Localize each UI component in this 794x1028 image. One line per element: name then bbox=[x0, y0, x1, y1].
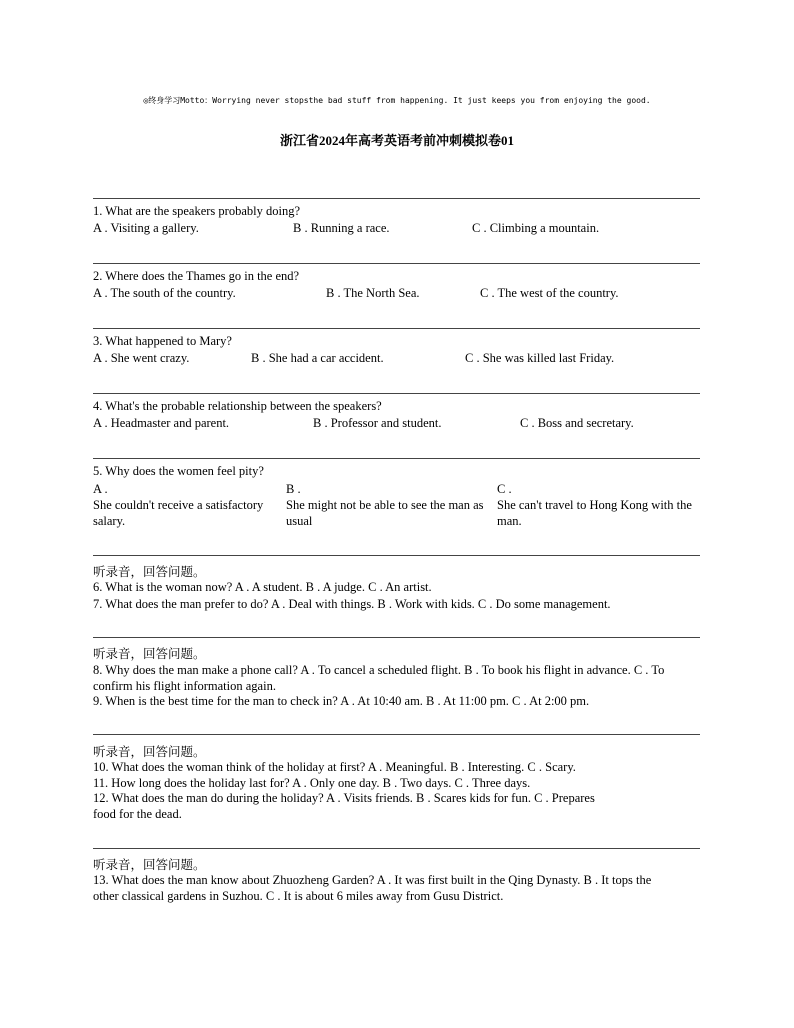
option-c: C . Boss and secretary. bbox=[520, 416, 634, 430]
option-b: B . She had a car accident. bbox=[251, 351, 384, 365]
question-stem: 2. Where does the Thames go in the end? bbox=[93, 269, 300, 283]
section-heading: 听录音，回答问题。 bbox=[93, 565, 206, 579]
question-stem: 3. What happened to Mary? bbox=[93, 334, 232, 348]
divider bbox=[93, 734, 700, 735]
option-c: C . Climbing a mountain. bbox=[472, 221, 600, 235]
option-b: B . Professor and student. bbox=[313, 416, 442, 430]
divider bbox=[93, 848, 700, 849]
question-line: 12. What does the man do during the holiday? A . Visits friends. B . Scares kids for fun. C . Prepares food for the dead. bbox=[93, 791, 595, 821]
option-b: B . The North Sea. bbox=[326, 286, 420, 300]
question-stem: 5. Why does the women feel pity? bbox=[93, 464, 264, 478]
option-c: C . The west of the country. bbox=[480, 286, 619, 300]
question-line: 13. What does the man know about Zhuozheng Garden? A . It was first built in the Qing Dynasty. B . It tops the other classical gardens in Suzhou. C . It is about 6 miles away from Gusu District. bbox=[93, 873, 652, 903]
question-line: 9. When is the best time for the man to check in? A . At 10:40 am. B . At 11:00 pm. C . At 2:00 pm. bbox=[93, 694, 590, 708]
divider bbox=[93, 198, 700, 199]
option-c-text: She can't travel to Hong Kong with the man. bbox=[497, 498, 692, 528]
section-heading: 听录音，回答问题。 bbox=[93, 647, 206, 661]
divider bbox=[93, 328, 700, 329]
option-a: A . She went crazy. bbox=[93, 351, 190, 365]
motto: ◎终身学习Motto：Worrying never stopsthe bad stuff from happening. It just keeps you from enjoying the good. bbox=[143, 96, 651, 105]
divider bbox=[93, 263, 700, 264]
question-stem: 4. What's the probable relationship between the speakers? bbox=[93, 399, 382, 413]
page-title: 浙江省2024年高考英语考前冲刺模拟卷01 bbox=[279, 133, 514, 148]
option-a-text: She couldn't receive a satisfactory salary. bbox=[93, 498, 264, 528]
divider bbox=[93, 393, 700, 394]
section-heading: 听录音，回答问题。 bbox=[93, 858, 206, 872]
question-line: 8. Why does the man make a phone call? A . To cancel a scheduled flight. B . To book his flight in advance. C . To confirm his flight information again. bbox=[93, 663, 665, 693]
option-b-text: She might not be able to see the man as usual bbox=[286, 498, 484, 528]
option-a: A . The south of the country. bbox=[93, 286, 236, 300]
section-heading: 听录音，回答问题。 bbox=[93, 745, 206, 759]
question-line: 6. What is the woman now? A . A student. B . A judge. C . An artist. bbox=[93, 580, 432, 594]
option-b-label: B . bbox=[286, 482, 301, 496]
option-a: A . Visiting a gallery. bbox=[93, 221, 199, 235]
divider bbox=[93, 555, 700, 556]
question-line: 10. What does the woman think of the holiday at first? A . Meaningful. B . Interesting. C . Scary. bbox=[93, 760, 576, 774]
option-a: A . Headmaster and parent. bbox=[93, 416, 230, 430]
option-b: B . Running a race. bbox=[293, 221, 390, 235]
question-line: 7. What does the man prefer to do? A . Deal with things. B . Work with kids. C . Do some management. bbox=[93, 597, 611, 611]
question-stem: 1. What are the speakers probably doing? bbox=[93, 204, 300, 218]
option-c-label: C . bbox=[497, 482, 512, 496]
option-a-label: A . bbox=[93, 482, 108, 496]
divider bbox=[93, 637, 700, 638]
divider bbox=[93, 458, 700, 459]
question-line: 11. How long does the holiday last for? A . Only one day. B . Two days. C . Three days. bbox=[93, 776, 531, 790]
option-c: C . She was killed last Friday. bbox=[465, 351, 615, 365]
